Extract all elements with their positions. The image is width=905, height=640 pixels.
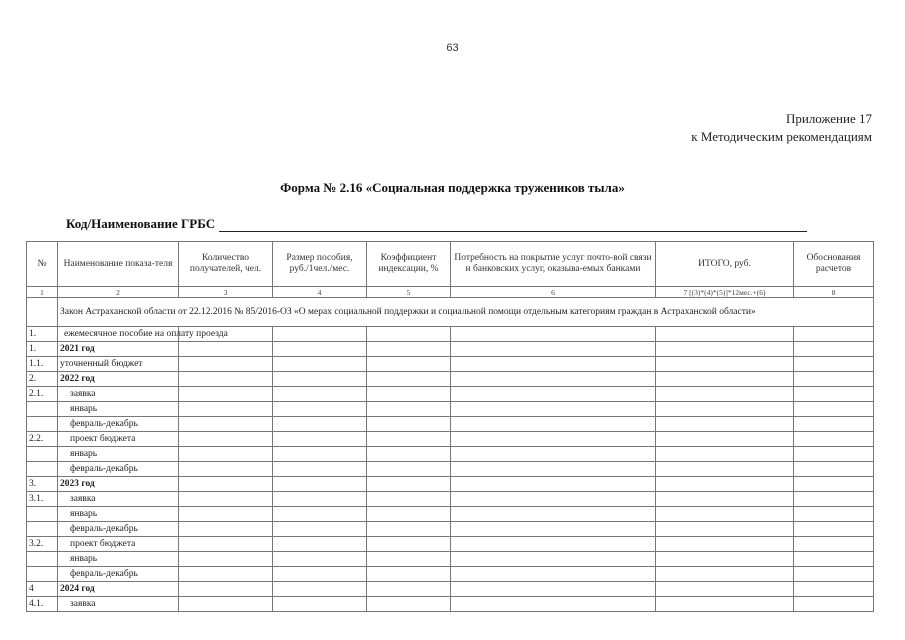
value-cell[interactable]	[794, 402, 874, 417]
value-cell[interactable]	[656, 477, 794, 492]
value-cell[interactable]	[451, 372, 656, 387]
value-cell[interactable]	[656, 492, 794, 507]
value-cell[interactable]	[794, 507, 874, 522]
value-cell[interactable]	[656, 522, 794, 537]
value-cell[interactable]	[794, 477, 874, 492]
value-cell[interactable]	[451, 477, 656, 492]
value-cell[interactable]	[794, 417, 874, 432]
column-number: 4	[273, 287, 367, 298]
value-cell[interactable]	[273, 522, 367, 537]
value-cell[interactable]	[179, 402, 273, 417]
value-cell[interactable]	[273, 417, 367, 432]
row-number: 2.	[27, 372, 58, 387]
table-body	[27, 298, 874, 612]
value-cell[interactable]	[273, 327, 367, 342]
value-cell[interactable]	[179, 462, 273, 477]
value-cell[interactable]	[794, 432, 874, 447]
column-number: 6	[451, 287, 656, 298]
indicator-name: январь	[58, 447, 179, 462]
indicator-name: февраль-декабрь	[58, 462, 179, 477]
form-title: Форма № 2.16 «Социальная поддержка тружеников тыла»	[280, 180, 625, 195]
value-cell[interactable]	[273, 552, 367, 567]
indicator-name: ежемесячное пособие на оплату проезда	[58, 327, 179, 342]
value-cell[interactable]	[794, 357, 874, 372]
value-cell[interactable]	[179, 477, 273, 492]
value-cell[interactable]	[179, 357, 273, 372]
indicator-name: проект бюджета	[58, 432, 179, 447]
value-cell[interactable]	[179, 597, 273, 612]
form-table	[26, 241, 874, 612]
value-cell[interactable]	[794, 447, 874, 462]
column-number: 2	[58, 287, 179, 298]
indicator-name: январь	[58, 552, 179, 567]
row-number: 3.	[27, 477, 58, 492]
value-cell[interactable]	[794, 552, 874, 567]
value-cell[interactable]	[367, 417, 451, 432]
value-cell[interactable]	[794, 567, 874, 582]
value-cell[interactable]	[794, 342, 874, 357]
indicator-name: февраль-декабрь	[58, 417, 179, 432]
table-row	[27, 462, 874, 477]
indicator-name: февраль-декабрь	[58, 522, 179, 537]
table-row	[27, 597, 874, 612]
table-row	[27, 387, 874, 402]
value-cell[interactable]	[451, 327, 656, 342]
value-cell[interactable]	[367, 357, 451, 372]
value-cell[interactable]	[794, 372, 874, 387]
value-cell[interactable]	[179, 537, 273, 552]
row-number: 3.1.	[27, 492, 58, 507]
value-cell[interactable]	[794, 522, 874, 537]
value-cell[interactable]	[273, 342, 367, 357]
indicator-name: 2024 год	[58, 582, 179, 597]
value-cell[interactable]	[794, 597, 874, 612]
value-cell[interactable]	[656, 552, 794, 567]
value-cell[interactable]	[656, 462, 794, 477]
value-cell[interactable]	[179, 582, 273, 597]
value-cell[interactable]	[273, 492, 367, 507]
value-cell[interactable]	[179, 492, 273, 507]
value-cell[interactable]	[273, 537, 367, 552]
table-row	[27, 522, 874, 537]
value-cell[interactable]	[367, 477, 451, 492]
form-table-container	[26, 241, 874, 612]
indicator-name: февраль-декабрь	[58, 567, 179, 582]
table-row	[27, 477, 874, 492]
row-number	[27, 402, 58, 417]
value-cell[interactable]	[367, 462, 451, 477]
value-cell[interactable]	[273, 357, 367, 372]
table-row	[27, 327, 874, 342]
value-cell[interactable]	[367, 372, 451, 387]
value-cell[interactable]	[451, 387, 656, 402]
table-row	[27, 402, 874, 417]
row-number: 4.1.	[27, 597, 58, 612]
value-cell[interactable]	[273, 447, 367, 462]
value-cell[interactable]	[367, 492, 451, 507]
value-cell[interactable]	[367, 387, 451, 402]
value-cell[interactable]	[451, 582, 656, 597]
table-row	[27, 492, 874, 507]
law-row-number-cell	[27, 298, 58, 327]
header-cell: Потребность на покрытие услуг почто-вой связи и банковских услуг, оказыва-емых банками	[451, 242, 656, 287]
value-cell[interactable]	[179, 507, 273, 522]
grbs-underline	[219, 217, 807, 232]
value-cell[interactable]	[451, 507, 656, 522]
value-cell[interactable]	[367, 582, 451, 597]
value-cell[interactable]	[451, 597, 656, 612]
value-cell[interactable]	[367, 552, 451, 567]
value-cell[interactable]	[656, 327, 794, 342]
row-number: 2.2.	[27, 432, 58, 447]
value-cell[interactable]	[451, 567, 656, 582]
value-cell[interactable]	[794, 492, 874, 507]
column-number: 3	[179, 287, 273, 298]
table-row	[27, 582, 874, 597]
appendix-line-1: Приложение 17	[785, 111, 872, 126]
header-row	[27, 242, 874, 287]
value-cell[interactable]	[367, 402, 451, 417]
table-row	[27, 342, 874, 357]
value-cell[interactable]	[273, 582, 367, 597]
value-cell[interactable]	[273, 462, 367, 477]
value-cell[interactable]	[273, 432, 367, 447]
row-number	[27, 447, 58, 462]
indicator-name: январь	[58, 402, 179, 417]
header-cell: Наименование показа-теля	[58, 242, 179, 287]
row-number: 1.	[27, 327, 58, 342]
row-number: 2.1.	[27, 387, 58, 402]
indicator-name: заявка	[58, 597, 179, 612]
value-cell[interactable]	[179, 522, 273, 537]
table-row	[27, 432, 874, 447]
value-cell[interactable]	[451, 537, 656, 552]
column-number: 5	[367, 287, 451, 298]
table-row	[27, 507, 874, 522]
column-number-row	[27, 287, 874, 298]
value-cell[interactable]	[367, 522, 451, 537]
value-cell[interactable]	[179, 417, 273, 432]
indicator-name: заявка	[58, 492, 179, 507]
value-cell[interactable]	[451, 432, 656, 447]
value-cell[interactable]	[656, 387, 794, 402]
value-cell[interactable]	[451, 417, 656, 432]
value-cell[interactable]	[273, 372, 367, 387]
value-cell[interactable]	[451, 357, 656, 372]
indicator-name: заявка	[58, 387, 179, 402]
value-cell[interactable]	[367, 507, 451, 522]
column-number: 1	[27, 287, 58, 298]
row-number: 1.	[27, 342, 58, 357]
value-cell[interactable]	[179, 552, 273, 567]
row-number	[27, 567, 58, 582]
indicator-name: уточненный бюджет	[58, 357, 179, 372]
column-number: 7 [(3)*(4)*(5)]*12мес.+(6)	[656, 287, 794, 298]
value-cell[interactable]	[656, 342, 794, 357]
row-number	[27, 417, 58, 432]
indicator-name: 2023 год	[58, 477, 179, 492]
value-cell[interactable]	[656, 507, 794, 522]
grbs-field	[66, 216, 807, 232]
value-cell[interactable]	[451, 447, 656, 462]
table-row	[27, 357, 874, 372]
value-cell[interactable]	[367, 537, 451, 552]
indicator-name: проект бюджета	[58, 537, 179, 552]
value-cell[interactable]	[656, 582, 794, 597]
row-number: 1.1.	[27, 357, 58, 372]
column-number: 8	[794, 287, 874, 298]
table-row	[27, 417, 874, 432]
value-cell[interactable]	[451, 462, 656, 477]
grbs-label: Код/Наименование ГРБС	[66, 216, 216, 231]
row-number	[27, 462, 58, 477]
row-number	[27, 507, 58, 522]
table-row	[27, 552, 874, 567]
value-cell[interactable]	[367, 342, 451, 357]
value-cell[interactable]	[656, 402, 794, 417]
value-cell[interactable]	[273, 387, 367, 402]
value-cell[interactable]	[794, 387, 874, 402]
value-cell[interactable]	[794, 327, 874, 342]
value-cell[interactable]	[656, 447, 794, 462]
table-row	[27, 567, 874, 582]
row-number: 3.2.	[27, 537, 58, 552]
value-cell[interactable]	[656, 372, 794, 387]
value-cell[interactable]	[794, 537, 874, 552]
value-cell[interactable]	[451, 522, 656, 537]
row-number: 4	[27, 582, 58, 597]
value-cell[interactable]	[179, 447, 273, 462]
value-cell[interactable]	[179, 342, 273, 357]
value-cell[interactable]	[794, 582, 874, 597]
law-row	[27, 298, 874, 327]
header-cell: Размер пособия, руб./1чел./мес.	[273, 242, 367, 287]
row-number	[27, 522, 58, 537]
value-cell[interactable]	[179, 387, 273, 402]
value-cell[interactable]	[273, 402, 367, 417]
value-cell[interactable]	[273, 507, 367, 522]
value-cell[interactable]	[656, 597, 794, 612]
value-cell[interactable]	[656, 432, 794, 447]
value-cell[interactable]	[367, 597, 451, 612]
appendix-note	[691, 110, 872, 146]
appendix-line-2: к Методическим рекомендациям	[691, 129, 872, 144]
header-cell: Количество получателей, чел.	[179, 242, 273, 287]
value-cell[interactable]	[656, 417, 794, 432]
header-cell: Обоснования расчетов	[794, 242, 874, 287]
value-cell[interactable]	[273, 477, 367, 492]
indicator-name: 2021 год	[58, 342, 179, 357]
value-cell[interactable]	[367, 447, 451, 462]
value-cell[interactable]	[273, 567, 367, 582]
page-number: 63	[446, 42, 459, 54]
value-cell[interactable]	[367, 567, 451, 582]
value-cell[interactable]	[656, 357, 794, 372]
value-cell[interactable]	[451, 552, 656, 567]
indicator-name: 2022 год	[58, 372, 179, 387]
value-cell[interactable]	[656, 567, 794, 582]
value-cell[interactable]	[179, 372, 273, 387]
row-number	[27, 552, 58, 567]
value-cell[interactable]	[451, 492, 656, 507]
value-cell[interactable]	[367, 327, 451, 342]
table-row	[27, 537, 874, 552]
value-cell[interactable]	[794, 462, 874, 477]
header-cell: ИТОГО, руб.	[656, 242, 794, 287]
header-cell: Коэффициент индексации, %	[367, 242, 451, 287]
value-cell[interactable]	[451, 402, 656, 417]
value-cell[interactable]	[367, 432, 451, 447]
value-cell[interactable]	[179, 432, 273, 447]
table-row	[27, 372, 874, 387]
law-text: Закон Астраханской области от 22.12.2016 № 85/2016-ОЗ «О мерах социальной поддержки и социальной помощи отдельным категориям граждан в Астраханской области»	[58, 298, 874, 327]
header-cell: №	[27, 242, 58, 287]
value-cell[interactable]	[451, 342, 656, 357]
value-cell[interactable]	[273, 597, 367, 612]
value-cell[interactable]	[656, 537, 794, 552]
indicator-name: январь	[58, 507, 179, 522]
value-cell[interactable]	[179, 567, 273, 582]
table-row	[27, 447, 874, 462]
